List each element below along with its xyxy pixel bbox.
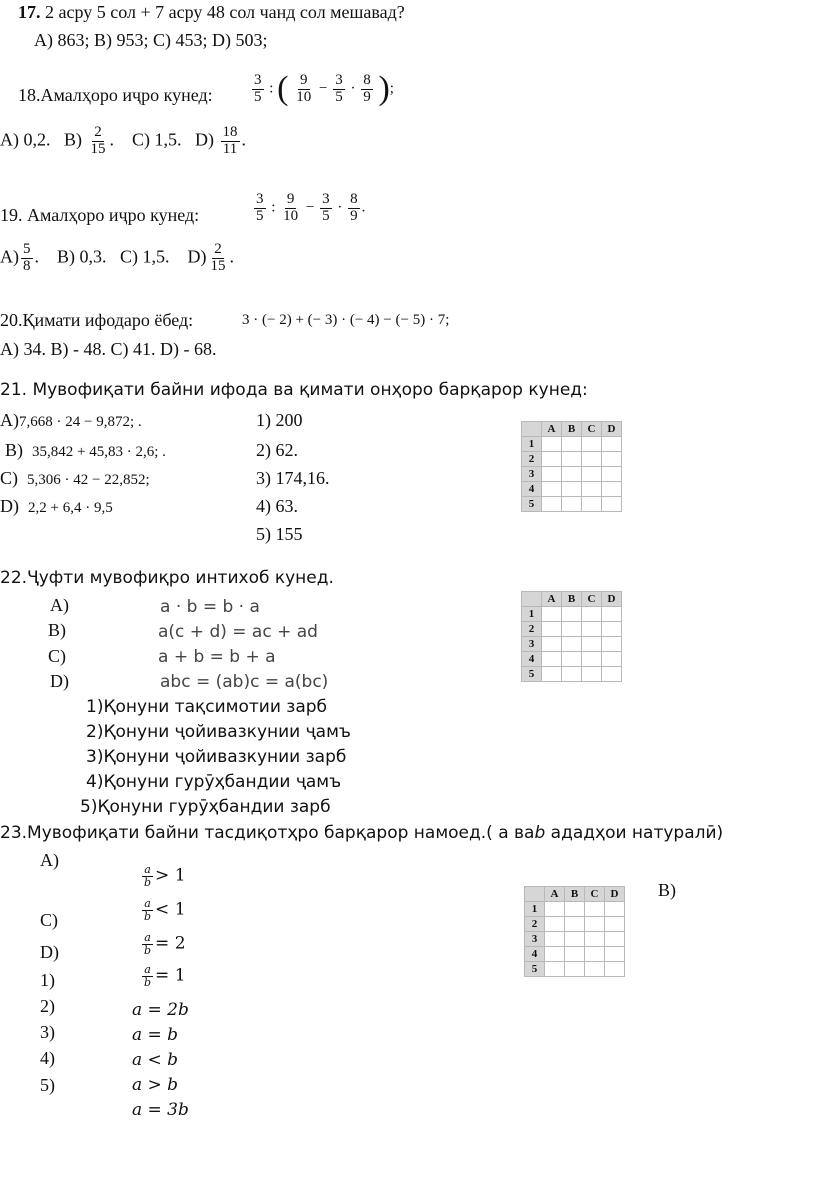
grid-cell[interactable] bbox=[585, 962, 605, 977]
grid-cell[interactable] bbox=[562, 452, 582, 467]
grid-cell[interactable] bbox=[605, 902, 625, 917]
grid-cell[interactable] bbox=[542, 467, 562, 482]
grid-row-header: 4 bbox=[525, 947, 545, 962]
grid-cell[interactable] bbox=[582, 452, 602, 467]
q23-eq-4: a > b bbox=[132, 1075, 179, 1095]
grid-cell[interactable] bbox=[602, 607, 622, 622]
grid-cell[interactable] bbox=[582, 437, 602, 452]
q22-label-a: A) bbox=[50, 595, 69, 615]
q22-label-c: C) bbox=[48, 646, 66, 666]
grid-corner bbox=[522, 592, 542, 607]
q21-right-2: 2) 62. bbox=[256, 440, 298, 460]
q21-right-4: 4) 63. bbox=[256, 496, 298, 516]
q21-left-d: D) 2,2 + 6,4 · 9,5 bbox=[0, 496, 113, 516]
q21-left-a: A)7,668 · 24 − 9,872; . bbox=[0, 410, 142, 430]
q22-expr-d: abc = (ab)c = a(bc) bbox=[160, 672, 329, 692]
q23-answer-grid bbox=[524, 886, 625, 977]
q23-label-3: 3) bbox=[40, 1022, 55, 1042]
grid-col-header: C bbox=[582, 422, 602, 437]
q21-right-5: 5) 155 bbox=[256, 524, 303, 544]
grid-cell[interactable] bbox=[582, 652, 602, 667]
grid-cell[interactable] bbox=[582, 622, 602, 637]
q23-eq-1: a = 2b bbox=[132, 1000, 189, 1020]
grid-cell[interactable] bbox=[605, 932, 625, 947]
q22-answer-grid bbox=[521, 591, 622, 682]
grid-row-header: 2 bbox=[522, 452, 542, 467]
grid-col-header: C bbox=[582, 592, 602, 607]
grid-cell[interactable] bbox=[602, 622, 622, 637]
q23-frac-4: $\frac{a}{b}$ = 1 bbox=[144, 963, 186, 989]
q19-answers: A) $\frac{5}{8}$ . B) 0,3. C) 1,5. D) $\frac{2}{15}$ . bbox=[0, 241, 234, 274]
q22-label-b: B) bbox=[48, 620, 66, 640]
grid-row-header: 1 bbox=[522, 607, 542, 622]
q23-label-b: B) bbox=[658, 880, 676, 900]
grid-col-header: D bbox=[605, 887, 625, 902]
grid-cell[interactable] bbox=[542, 437, 562, 452]
grid-cell[interactable] bbox=[545, 902, 565, 917]
q22-expr-c: a + b = b + a bbox=[158, 647, 276, 667]
grid-cell[interactable] bbox=[562, 652, 582, 667]
grid-cell[interactable] bbox=[582, 467, 602, 482]
grid-cell[interactable] bbox=[585, 947, 605, 962]
q18-text: 18.Амалҳоро иҷро кунед: bbox=[18, 85, 213, 105]
q21-left-b: B) 35,842 + 45,83 · 2,6; . bbox=[5, 440, 166, 460]
q23-eq-5: a = 3b bbox=[132, 1100, 189, 1120]
q23-eq-2: a = b bbox=[132, 1025, 179, 1045]
grid-row-header: 1 bbox=[522, 437, 542, 452]
q20-answers: A) 34. B) - 48. C) 41. D) - 68. bbox=[0, 339, 217, 359]
grid-cell[interactable] bbox=[562, 667, 582, 682]
grid-cell[interactable] bbox=[602, 667, 622, 682]
grid-cell[interactable] bbox=[562, 622, 582, 637]
grid-cell[interactable] bbox=[605, 947, 625, 962]
q17-answers: A) 863; B) 953; C) 453; D) 503; bbox=[34, 30, 268, 50]
grid-cell[interactable] bbox=[542, 652, 562, 667]
grid-cell[interactable] bbox=[602, 637, 622, 652]
grid-col-header: B bbox=[565, 887, 585, 902]
grid-cell[interactable] bbox=[542, 622, 562, 637]
grid-cell[interactable] bbox=[562, 482, 582, 497]
grid-cell[interactable] bbox=[585, 917, 605, 932]
q17-text: 17. 2 асру 5 сол + 7 асру 48 сол чанд сол мешавад? bbox=[18, 2, 405, 22]
grid-row-header: 4 bbox=[522, 482, 542, 497]
grid-cell[interactable] bbox=[602, 482, 622, 497]
grid-row-header: 3 bbox=[522, 467, 542, 482]
grid-row-header: 3 bbox=[525, 932, 545, 947]
grid-cell[interactable] bbox=[562, 467, 582, 482]
grid-cell[interactable] bbox=[602, 497, 622, 512]
q23-frac-1: $\frac{a}{b}$ > 1 bbox=[144, 863, 186, 889]
q23-label-1: 1) bbox=[40, 970, 55, 990]
grid-row-header: 2 bbox=[522, 622, 542, 637]
grid-row-header: 3 bbox=[522, 637, 542, 652]
q22-law-1: 1)Қонуни тақсимотии зарб bbox=[86, 697, 328, 717]
q23-label-a: A) bbox=[40, 850, 59, 870]
grid-col-header: D bbox=[602, 422, 622, 437]
q23-label-2: 2) bbox=[40, 996, 55, 1016]
q22-text: 22.Ҷуфти мувофиқро интихоб кунед. bbox=[0, 568, 334, 588]
q23-frac-2: $\frac{a}{b}$ < 1 bbox=[144, 897, 186, 923]
grid-row-header: 1 bbox=[525, 902, 545, 917]
q18-expression: $\frac{3}{5}$ : ( $\frac{9}{10}$ − $\frac{3}{5}$ · $\frac{8}{9}$ ); bbox=[254, 70, 394, 107]
grid-cell[interactable] bbox=[562, 437, 582, 452]
grid-cell[interactable] bbox=[545, 962, 565, 977]
grid-corner bbox=[522, 422, 542, 437]
grid-cell[interactable] bbox=[582, 667, 602, 682]
grid-cell[interactable] bbox=[562, 637, 582, 652]
grid-cell[interactable] bbox=[542, 667, 562, 682]
q21-text: 21. Мувофиқати байни ифода ва қимати онҳоро барқарор кунед: bbox=[0, 380, 588, 400]
grid-cell[interactable] bbox=[582, 637, 602, 652]
grid-cell[interactable] bbox=[542, 497, 562, 512]
grid-cell[interactable] bbox=[542, 482, 562, 497]
grid-col-header: B bbox=[562, 592, 582, 607]
q20-text: 20.Қимати ифодаро ёбед: bbox=[0, 310, 194, 330]
grid-cell[interactable] bbox=[542, 637, 562, 652]
q21-right-3: 3) 174,16. bbox=[256, 468, 330, 488]
q19-expression: $\frac{3}{5}$ : $\frac{9}{10}$ − $\frac{3}{5}$ · $\frac{8}{9}$ . bbox=[256, 191, 366, 224]
grid-cell[interactable] bbox=[582, 607, 602, 622]
grid-cell[interactable] bbox=[602, 652, 622, 667]
grid-cell[interactable] bbox=[545, 932, 565, 947]
grid-col-header: B bbox=[562, 422, 582, 437]
q21-answer-grid bbox=[521, 421, 622, 512]
q22-expr-a: a · b = b · a bbox=[160, 597, 260, 617]
q23-frac-3: $\frac{a}{b}$ = 2 bbox=[144, 931, 186, 957]
grid-cell[interactable] bbox=[565, 917, 585, 932]
q23-label-d: D) bbox=[40, 942, 59, 962]
grid-col-header: C bbox=[585, 887, 605, 902]
q22-law-3: 3)Қонуни ҷойивазкунии зарб bbox=[86, 747, 347, 767]
grid-cell[interactable] bbox=[545, 917, 565, 932]
q23-eq-3: a < b bbox=[132, 1050, 179, 1070]
grid-corner bbox=[525, 887, 545, 902]
q22-label-d: D) bbox=[50, 671, 69, 691]
grid-cell[interactable] bbox=[585, 902, 605, 917]
grid-cell[interactable] bbox=[602, 452, 622, 467]
grid-cell[interactable] bbox=[562, 497, 582, 512]
grid-cell[interactable] bbox=[562, 607, 582, 622]
grid-cell[interactable] bbox=[545, 947, 565, 962]
grid-cell[interactable] bbox=[582, 497, 602, 512]
grid-cell[interactable] bbox=[605, 962, 625, 977]
q21-left-c: C) 5,306 · 42 − 22,852; bbox=[0, 468, 150, 488]
grid-cell[interactable] bbox=[582, 482, 602, 497]
q18-answers: A) 0,2. B) $\frac{2}{15}$ . C) 1,5. D) $\frac{18}{11}$ . bbox=[0, 124, 246, 157]
grid-col-header: A bbox=[545, 887, 565, 902]
q22-law-2: 2)Қонуни ҷойивазкунии ҷамъ bbox=[86, 722, 351, 742]
grid-cell[interactable] bbox=[602, 437, 622, 452]
grid-row-header: 5 bbox=[525, 962, 545, 977]
grid-cell[interactable] bbox=[585, 932, 605, 947]
grid-cell[interactable] bbox=[565, 932, 585, 947]
grid-row-header: 4 bbox=[522, 652, 542, 667]
grid-col-header: A bbox=[542, 422, 562, 437]
q20-expression: 3 · (− 2) + (− 3) · (− 4) − (− 5) · 7; bbox=[242, 312, 450, 328]
q22-expr-b: a(c + d) = ac + ad bbox=[158, 622, 318, 642]
grid-cell[interactable] bbox=[542, 452, 562, 467]
grid-cell[interactable] bbox=[602, 467, 622, 482]
grid-cell[interactable] bbox=[565, 962, 585, 977]
q23-label-5: 5) bbox=[40, 1075, 55, 1095]
grid-col-header: D bbox=[602, 592, 622, 607]
grid-row-header: 5 bbox=[522, 667, 542, 682]
q23-label-c: C) bbox=[40, 910, 58, 930]
grid-cell[interactable] bbox=[565, 947, 585, 962]
grid-col-header: A bbox=[542, 592, 562, 607]
q23-label-4: 4) bbox=[40, 1048, 55, 1068]
q22-law-5: 5)Қонуни гурӯҳбандии зарб bbox=[80, 797, 331, 817]
grid-row-header: 2 bbox=[525, 917, 545, 932]
q22-law-4: 4)Қонуни гурӯҳбандии ҷамъ bbox=[86, 772, 342, 792]
q21-right-1: 1) 200 bbox=[256, 410, 303, 430]
grid-cell[interactable] bbox=[542, 607, 562, 622]
grid-row-header: 5 bbox=[522, 497, 542, 512]
q19-text: 19. Амалҳоро иҷро кунед: bbox=[0, 205, 200, 225]
grid-cell[interactable] bbox=[605, 917, 625, 932]
q23-text: 23.Мувофиқати байни тасдиқотҳро барқарор намоед.( а ваb ададҳои натуралӣ) bbox=[0, 823, 724, 843]
grid-cell[interactable] bbox=[565, 902, 585, 917]
